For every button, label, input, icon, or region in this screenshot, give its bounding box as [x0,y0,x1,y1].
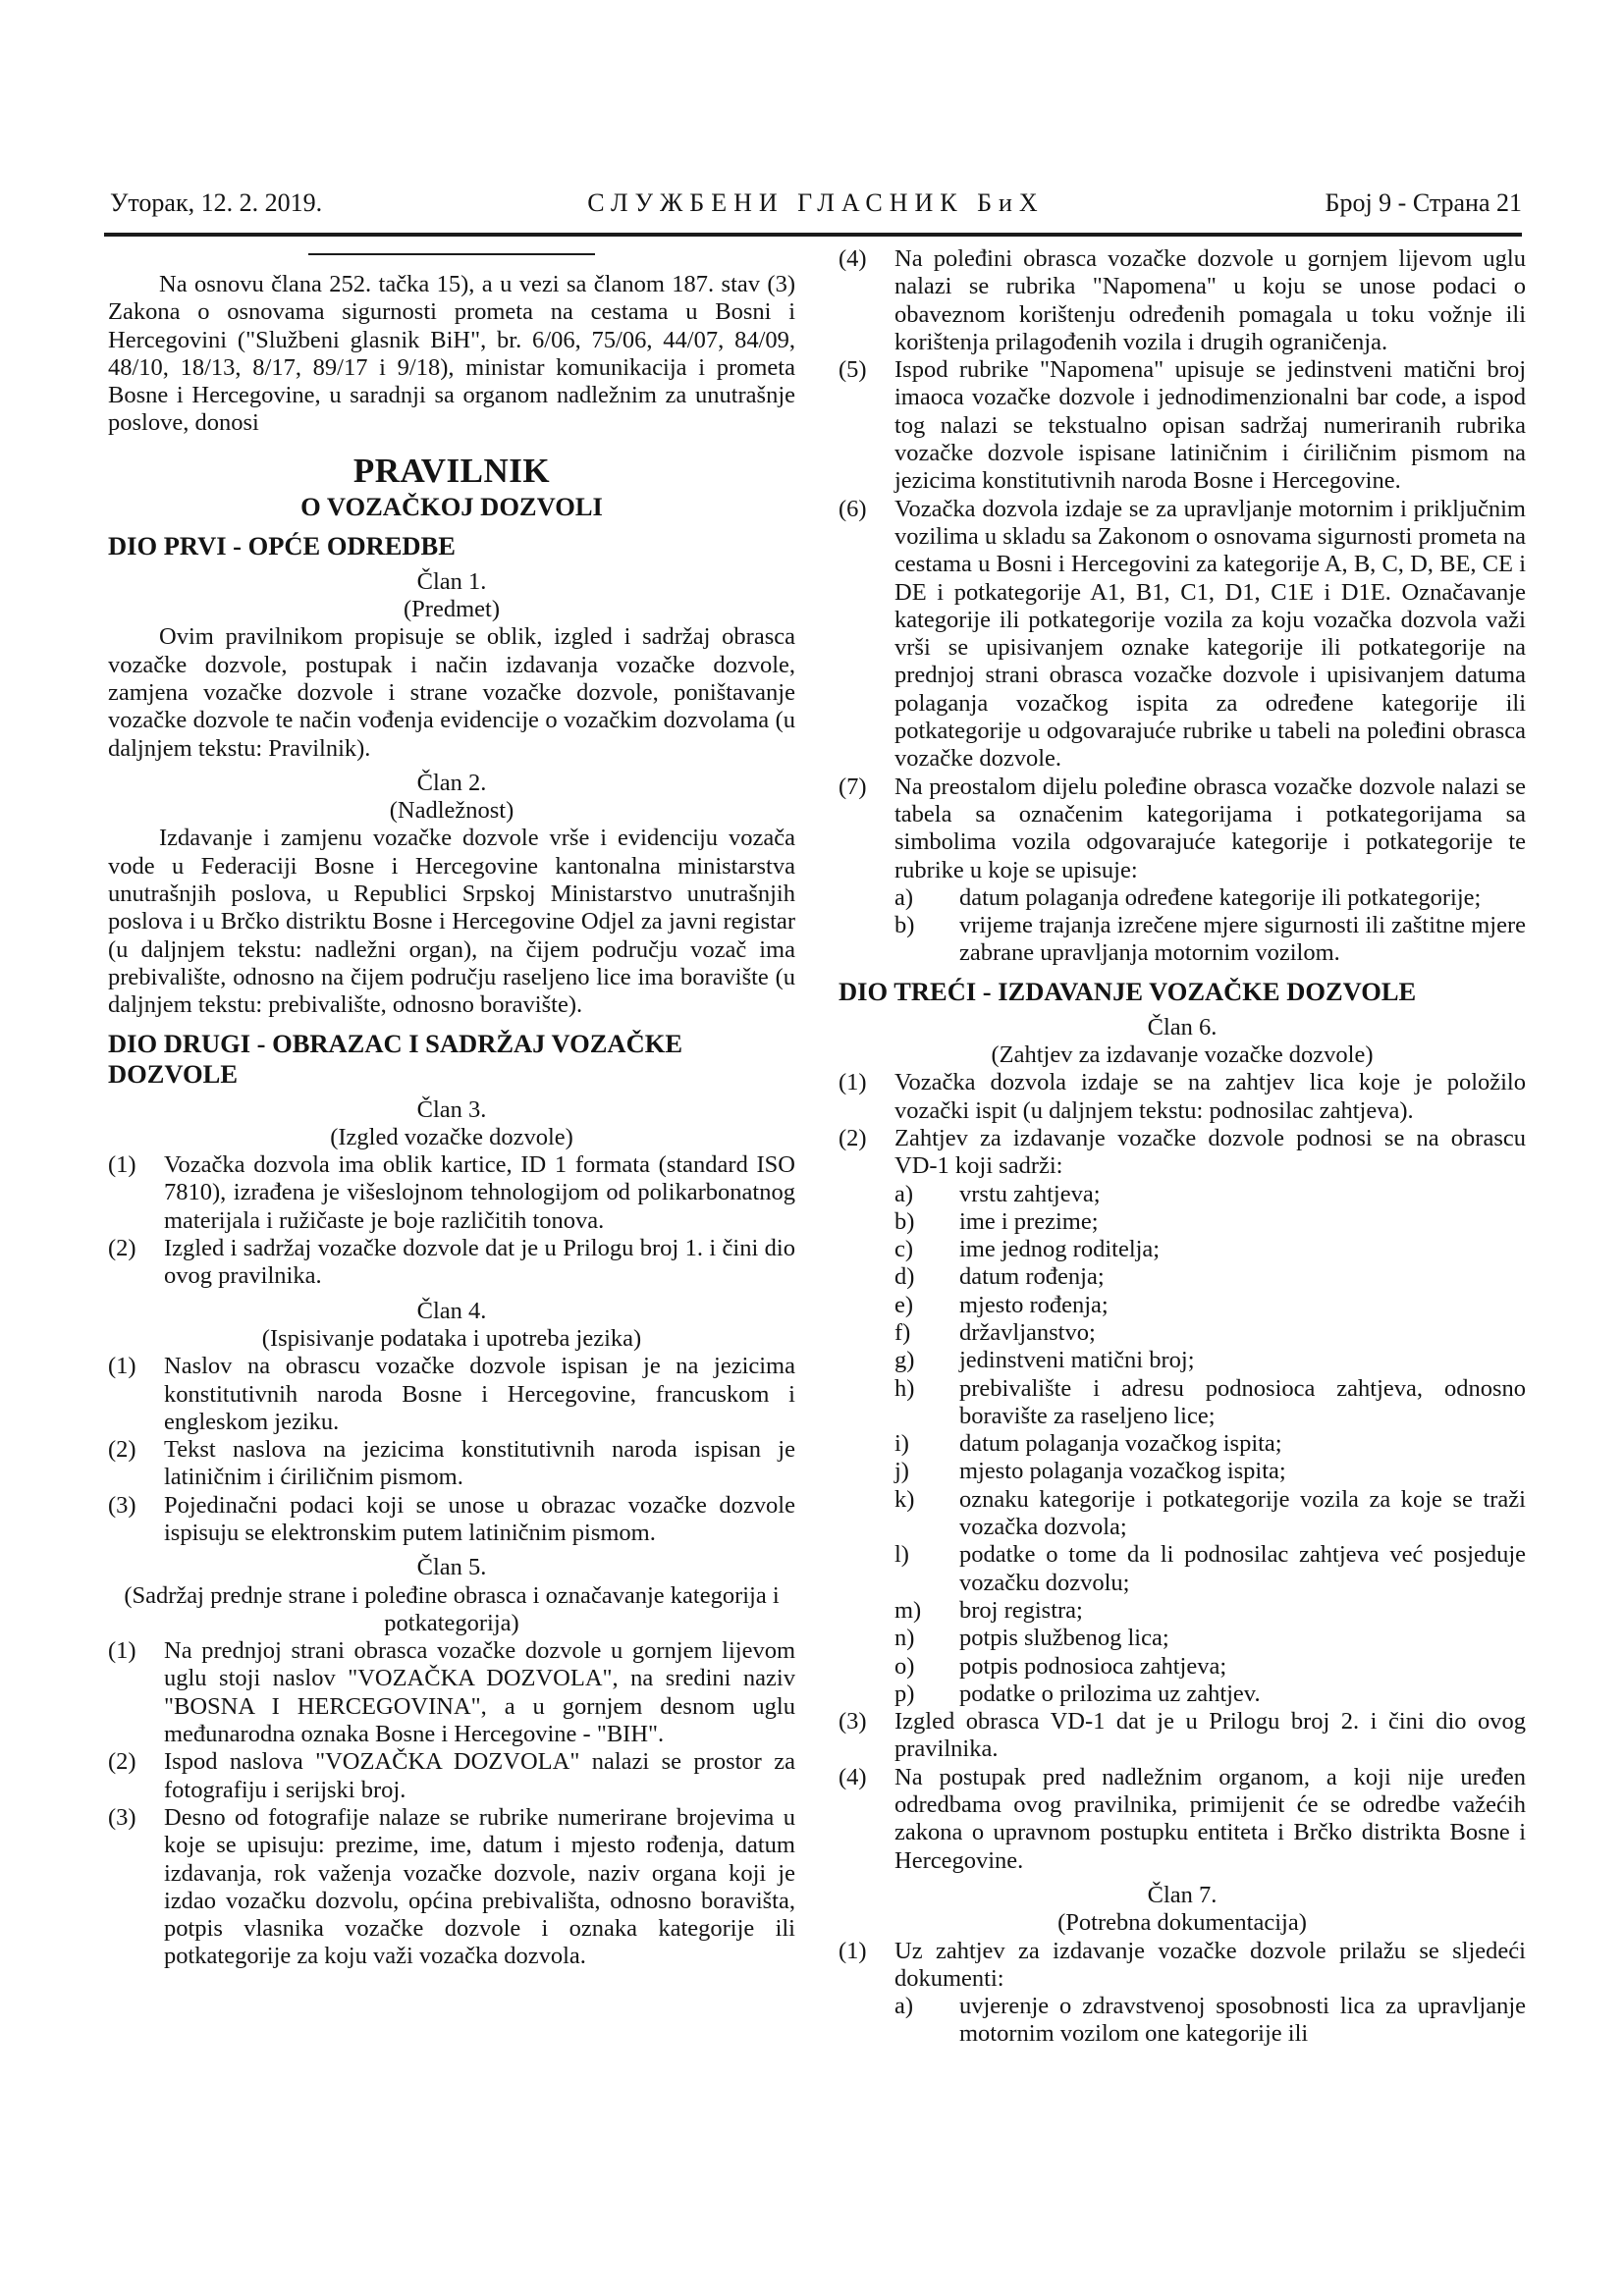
numbered-item [839,356,1526,495]
item-text: Na preostalom dijelu poleđine obrasca vozačke dozvole nalazi se tabela sa označenim kategorijama i potkategorijama sa simbolima vozila odgovarajuće kategorije i potkategorije te rubrike u koje se upisuje: [894,773,1526,883]
numbered-item [108,1436,795,1492]
item-marker: (1) [108,1637,136,1665]
item-marker: e) [894,1291,914,1318]
item-marker: j) [894,1458,909,1485]
item-text: podatke o prilozima uz zahtjev. [959,1680,1261,1707]
article-number: Član 3. [416,1095,487,1123]
item-text: broj registra; [959,1596,1083,1624]
item-marker: a) [894,883,914,911]
lettered-item [839,1597,1526,1625]
item-text: podatke o tome da li podnosilac zahtjeva već posjeduje vozačku dozvolu; [959,1541,1526,1596]
numbered-item [108,1804,795,1971]
numbered-item [839,1708,1526,1764]
item-marker: (1) [839,1937,867,1964]
item-marker: (3) [108,1491,136,1519]
item-marker: (3) [108,1803,136,1831]
lettered-item [839,1541,1526,1597]
item-text: Ispod rubrike "Napomena" upisuje se jedinstveni matični broj imaoca vozačke dozvole i jednodimenzionalni bar code, a ispod tog nalazi se tekstualno opisan sadržaj numeriranih rubrika vozačke dozvole ispisane latiničnim i ćiriličnim pismom na jezicima konstitutivnih naroda Bosne i Hercegovine. [894,356,1526,495]
lettered-item [839,1236,1526,1263]
article-title: (Predmet) [404,596,500,623]
item-marker: (2) [108,1748,136,1776]
item-text: datum polaganja određene kategorije ili potkategorije; [959,883,1482,911]
numbered-item [108,1353,795,1436]
page-header [110,188,1522,218]
item-marker: m) [894,1596,922,1624]
end-of-previous-article-rule [308,253,595,255]
lettered-item [839,1263,1526,1291]
item-text: Vozačka dozvola izdaje se za upravljanje motornim i priključnim vozilima u skladu sa Zakonom o osnovama sigurnosti prometa na cestama u Bosni i Hercegovini za kategorije A, B, C, D, BE, CE i DE i potkategorije A1, B1, C1, D1, C1E i D1E. Označavanje kategorije ili potkategorije vozila za koju vozačka dozvola važi vrši se upisivanjem oznake kategorije ili potkategorije na prednjoj strani obrasca vozačke dozvole i upisivanjem datuma polaganja vozačkog ispita za određene kategorije ili potkategorije u odgovarajuće rubrike u tabeli na poleđini obrasca vozačke dozvole. [894,495,1527,773]
lettered-item [839,884,1526,912]
numbered-item [839,496,1526,774]
header-rule [104,233,1522,237]
numbered-item [839,245,1526,356]
part-heading: DIO DRUGI - OBRAZAC I SADRŽAJ VOZAČKE DOZVOLE [108,1028,682,1089]
item-text: Izgled obrasca VD-1 dat je u Prilogu broj 2. i čini dio ovog pravilnika. [894,1708,1526,1763]
item-marker: k) [894,1485,915,1513]
item-marker: n) [894,1625,915,1652]
numbered-item [839,1938,1526,1994]
item-marker: g) [894,1347,915,1374]
item-marker: b) [894,1207,915,1235]
lettered-item [839,1208,1526,1236]
item-text: datum polaganja vozačkog ispita; [959,1430,1282,1458]
item-text: Naslov na obrascu vozačke dozvole ispisan je na jezicima konstitutivnih naroda Bosne i Hercegovine, francuskom i engleskom jeziku. [164,1353,795,1435]
issue-page-number: Број 9 - Страна 21 [1325,188,1522,217]
item-marker: a) [894,1180,914,1207]
item-marker: (1) [108,1353,136,1380]
item-text: vrstu zahtjeva; [959,1180,1101,1207]
item-text: Desno od fotografije nalaze se rubrike numerirane brojevima u koje se upisuju: prezime, ime, datum i mjesto rođenja, datum izdavanja, rok važenja vozačke dozvole, naziv organa koji je izdao vozačku dozvolu, općina prebivališta, odnosno boravišta, potpis vlasnika vozačke dozvole i oznaka kategorije ili potkategorije za koju važi vozačka dozvola. [164,1803,795,1970]
item-text: prebivalište i adresu podnosioca zahtjeva, odnosno boravište za raseljeno lice; [959,1374,1526,1429]
column-left [108,245,795,2049]
item-text: Tekst naslova na jezicima konstitutivnih naroda ispisan je latiničnim i ćiriličnim pismom. [164,1436,795,1491]
item-marker: (1) [839,1069,867,1096]
item-text: uvjerenje o zdravstvenoj sposobnosti lica za upravljanje motornim vozilom one kategorije ili [959,1993,1526,2048]
article-number: Član 2. [416,769,487,796]
item-marker: h) [894,1374,915,1402]
lettered-item [839,1681,1526,1708]
item-text: državljanstvo; [959,1318,1096,1346]
item-marker: (5) [839,356,867,384]
item-text: Ispod naslova "VOZAČKA DOZVOLA" nalazi se prostor za fotografiju i serijski broj. [164,1748,795,1803]
part-heading: DIO TREĆI - IZDAVANJE VOZAČKE DOZVOLE [839,976,1417,1006]
lettered-item [839,1319,1526,1347]
item-text: ime i prezime; [959,1207,1099,1235]
item-marker: d) [894,1263,915,1291]
item-marker: i) [894,1430,909,1458]
text-columns [108,245,1526,2049]
numbered-item [839,1125,1526,1181]
gazette-title: СЛУЖБЕНИ ГЛАСНИК БиХ [587,188,1045,217]
item-text: potpis službenog lica; [959,1625,1169,1652]
numbered-item [108,1151,795,1235]
item-marker: (6) [839,495,867,522]
lettered-item [839,912,1526,968]
article-title: (Sadržaj prednje strane i poleđine obrasca i označavanje kategorija i potkategorija) [124,1581,780,1636]
item-marker: c) [894,1236,914,1263]
item-text: vrijeme trajanja izrečene mjere sigurnosti ili zaštitne mjere zabrane upravljanja motornim vozilom. [959,912,1526,967]
item-marker: (2) [108,1436,136,1464]
item-text: Vozačka dozvola izdaje se na zahtjev lica koje je položilo vozački ispit (u daljnjem tekstu: podnosilac zahtjeva). [894,1069,1526,1124]
lettered-item [839,1375,1526,1431]
article-title: (Izgled vozačke dozvole) [330,1123,573,1150]
numbered-item [108,1235,795,1291]
numbered-item [839,774,1526,884]
lettered-item [839,1993,1526,2049]
item-text: Na prednjoj strani obrasca vozačke dozvole u gornjem lijevom uglu stoji naslov "VOZAČKA DOZVOLA", na sredini naziv "BOSNA I HERCEGOVINA", a u gornjem desnom uglu međunarodna oznaka Bosne i Hercegovine - "BIH". [164,1637,795,1748]
item-text: Pojedinačni podaci koji se unose u obrazac vozačke dozvole ispisuju se elektronskim putem latiničnim pismom. [164,1491,795,1546]
item-marker: b) [894,912,915,939]
document-title: PRAVILNIK [352,451,551,490]
article-number: Član 5. [416,1554,487,1581]
item-text: jedinstveni matični broj; [959,1347,1195,1374]
item-marker: o) [894,1652,915,1680]
item-text: ime jednog roditelja; [959,1236,1161,1263]
article-number: Član 1. [416,567,487,595]
item-text: mjesto polaganja vozačkog ispita; [959,1458,1286,1485]
item-text: Zahtjev za izdavanje vozačke dozvole podnosi se na obrascu VD-1 koji sadrži: [894,1124,1526,1180]
numbered-item [839,1764,1526,1875]
numbered-item [108,1492,795,1548]
item-marker: p) [894,1680,915,1707]
paragraph: Na osnovu člana 252. tačka 15), a u vezi sa članom 187. stav (3) Zakona o osnovama sigurnosti prometa na cestama u Bosni i Hercegovini ("Službeni glasnik BiH", br. 6/06, 75/06, 44/07, 84/09, 48/10, 18/13, 8/17, 89/17 i 9/18), ministar komunikacija i prometa Bosne i Hercegovine, u saradnji sa organom nadležnim za unutrašnje poslove, donosi [108,271,795,437]
item-text: potpis podnosioca zahtjeva; [959,1652,1227,1680]
item-text: Na postupak pred nadležnim organom, a koji nije uređen odredbama ovog pravilnika, primijenit će se odredbe važećih zakona o upravnom postupku entiteta i Brčko distrikta Bosne i Hercegovine. [894,1763,1526,1874]
article-title: (Nadležnost) [389,797,514,825]
item-marker: (4) [839,1763,867,1790]
article-number: Član 6. [1147,1013,1218,1041]
article-number: Član 4. [416,1297,487,1324]
part-heading: DIO PRVI - OPĆE ODREDBE [108,530,456,561]
item-text: oznaku kategorije i potkategorije vozila za koje se traži vozačka dozvola; [959,1485,1526,1541]
lettered-item [839,1347,1526,1374]
item-text: Vozačka dozvola ima oblik kartice, ID 1 formata (standard ISO 7810), izrađena je višeslojnom tehnologijom od polikarbonatnog materijala i ružičaste je boje različitih tonova. [164,1151,795,1234]
column-right [839,245,1526,2049]
lettered-item [839,1430,1526,1458]
lettered-item [839,1486,1526,1542]
article-title: (Potrebna dokumentacija) [1057,1909,1307,1937]
lettered-item [839,1181,1526,1208]
item-marker: l) [894,1541,909,1569]
item-text: mjesto rođenja; [959,1291,1109,1318]
header-date: Уторак, 12. 2. 2019. [110,188,323,217]
numbered-item [108,1748,795,1804]
article-title: (Zahtjev za izdavanje vozačke dozvole) [991,1041,1374,1069]
paragraph: Ovim pravilnikom propisuje se oblik, izgled i sadržaj obrasca vozačke dozvole, postupak i način izdavanja vozačke dozvole, zamjena vozačke dozvole i strane vozačke dozvole, poništavanje vozačke dozvole te način vođenja evidencije o vozačkim dozvolama (u daljnjem tekstu: Pravilnik). [108,623,795,762]
lettered-item [839,1653,1526,1681]
numbered-item [108,1637,795,1748]
lettered-item [839,1625,1526,1652]
paragraph: Izdavanje i zamjenu vozačke dozvole vrše i evidenciju vozača vode u Federaciji Bosne i Hercegovine kantonalna ministarstva unutrašnjih poslova, u Republici Srpskoj Ministarstvo unutrašnjih poslova i u Brčko distriktu Bosne i Hercegovine Odjel za javni registar (u daljnjem tekstu: nadležni organ), na čijem području vozač ima prebivalište, odnosno na čijem području raseljeno lice ima boravište (u daljnjem tekstu: prebivalište, odnosno boravište). [108,825,795,1019]
article-number: Član 7. [1147,1881,1218,1908]
article-title: (Ispisivanje podataka i upotreba jezika) [261,1324,642,1352]
item-marker: (7) [839,773,867,800]
item-text: datum rođenja; [959,1263,1105,1291]
item-marker: a) [894,1993,914,2020]
item-text: Uz zahtjev za izdavanje vozačke dozvole prilažu se sljedeći dokumenti: [894,1937,1526,1992]
numbered-item [839,1069,1526,1125]
item-marker: (1) [108,1151,136,1179]
item-text: Izgled i sadržaj vozačke dozvole dat je u Prilogu broj 1. i čini dio ovog pravilnika. [164,1235,795,1290]
item-marker: (2) [839,1124,867,1151]
document-subtitle: O VOZAČKOJ DOZVOLI [300,491,603,521]
lettered-item [839,1292,1526,1319]
item-text: Na poleđini obrasca vozačke dozvole u gornjem lijevom uglu nalazi se rubrika "Napomena" u koju se unose podaci o obaveznom korištenju određenih pomagala u toku vožnje ili korištenja prilagođenih vozila i drugih ograničenja. [894,245,1526,355]
item-marker: f) [894,1318,911,1346]
item-marker: (2) [108,1235,136,1262]
item-marker: (4) [839,245,867,272]
lettered-item [839,1458,1526,1485]
item-marker: (3) [839,1708,867,1735]
